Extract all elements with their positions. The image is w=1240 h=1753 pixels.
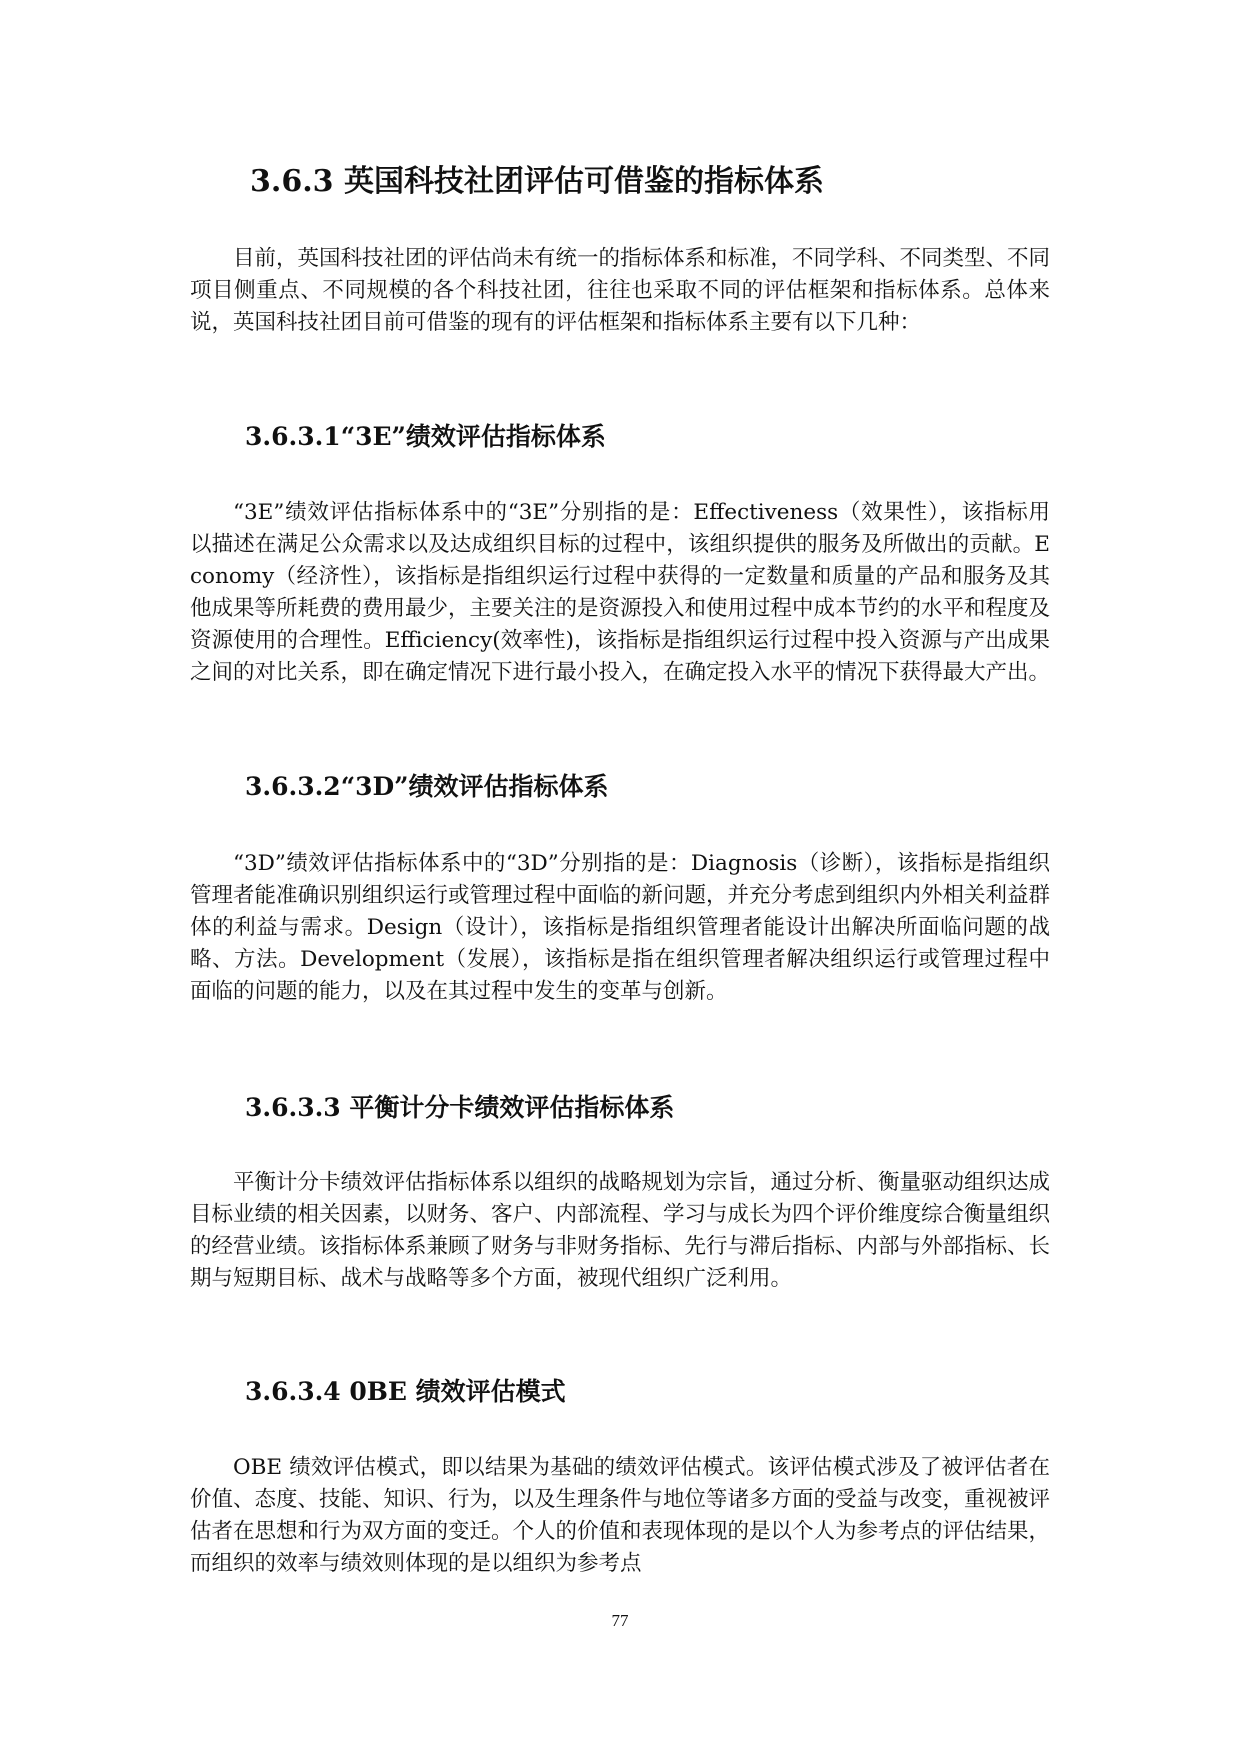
subsection-title-3e: 3.6.3.1“3E”绩效评估指标体系 — [245, 422, 606, 451]
paragraph-3d: “3D”绩效评估指标体系中的“3D”分别指的是：Diagnosis（诊断），该指标是指组织管理者能准确识别组织运行或管理过程中面临的新问题，并充分考虑到组织内外相关利益群体的利益与需求。Design（设计），该指标是指组织管理者能设计出解决所面临问题的战略、方法。Development（发展），该指标是指在组织管理者解决组织运行或管理过程中面临的问题的能力，以及在其过程中发生的变革与创新。 — [190, 851, 1051, 1004]
paragraph-3e: “3E”绩效评估指标体系中的“3E”分别指的是：Effectiveness（效果性），该指标用以描述在满足公众需求以及达成组织目标的过程中，该组织提供的服务及所做出的贡献。Economy（经济性），该指标是指组织运行过程中获得的一定数量和质量的产品和服务及其他成果等所耗费的费用最少，主要关注的是资源投入和使用过程中成本节约的水平和程度及资源使用的合理性。Efficiency(效率性)，该指标是指组织运行过程中投入资源与产出成果之间的对比关系，即在确定情况下进行最小投入，在确定投入水平的情况下获得最大产出。 — [190, 500, 1051, 685]
intro-paragraph: 目前，英国科技社团的评估尚未有统一的指标体系和标准，不同学科、不同类型、不同项目侧重点、不同规模的各个科技社团，往往也采取不同的评估框架和指标体系。总体来说，英国科技社团目前可借鉴的现有的评估框架和指标体系主要有以下几种： — [190, 246, 1051, 335]
subsection-title-obe: 3.6.3.4 0BE 绩效评估模式 — [245, 1377, 566, 1406]
paragraph-bsc: 平衡计分卡绩效评估指标体系以组织的战略规划为宗旨，通过分析、衡量驱动组织达成目标业绩的相关因素，以财务、客户、内部流程、学习与成长为四个评价维度综合衡量组织的经营业绩。该指标体系兼顾了财务与非财务指标、先行与滞后指标、内部与外部指标、长期与短期目标、战术与战略等多个方面，被现代组织广泛利用。 — [190, 1170, 1051, 1291]
subsection-title-3d: 3.6.3.2“3D”绩效评估指标体系 — [245, 772, 609, 801]
subsection-title-bsc: 3.6.3.3 平衡计分卡绩效评估指标体系 — [245, 1093, 675, 1122]
section-title: 3.6.3 英国科技社团评估可借鉴的指标体系 — [250, 164, 824, 199]
page-number: 77 — [611, 1611, 629, 1630]
paragraph-obe: OBE 绩效评估模式，即以结果为基础的绩效评估模式。该评估模式涉及了被评估者在价值、态度、技能、知识、行为，以及生理条件与地位等诸多方面的受益与改变，重视被评估者在思想和行为双方面的变迁。个人的价值和表现体现的是以个人为参考点的评估结果，而组织的效率与绩效则体现的是以组织为参考点 — [190, 1455, 1051, 1576]
